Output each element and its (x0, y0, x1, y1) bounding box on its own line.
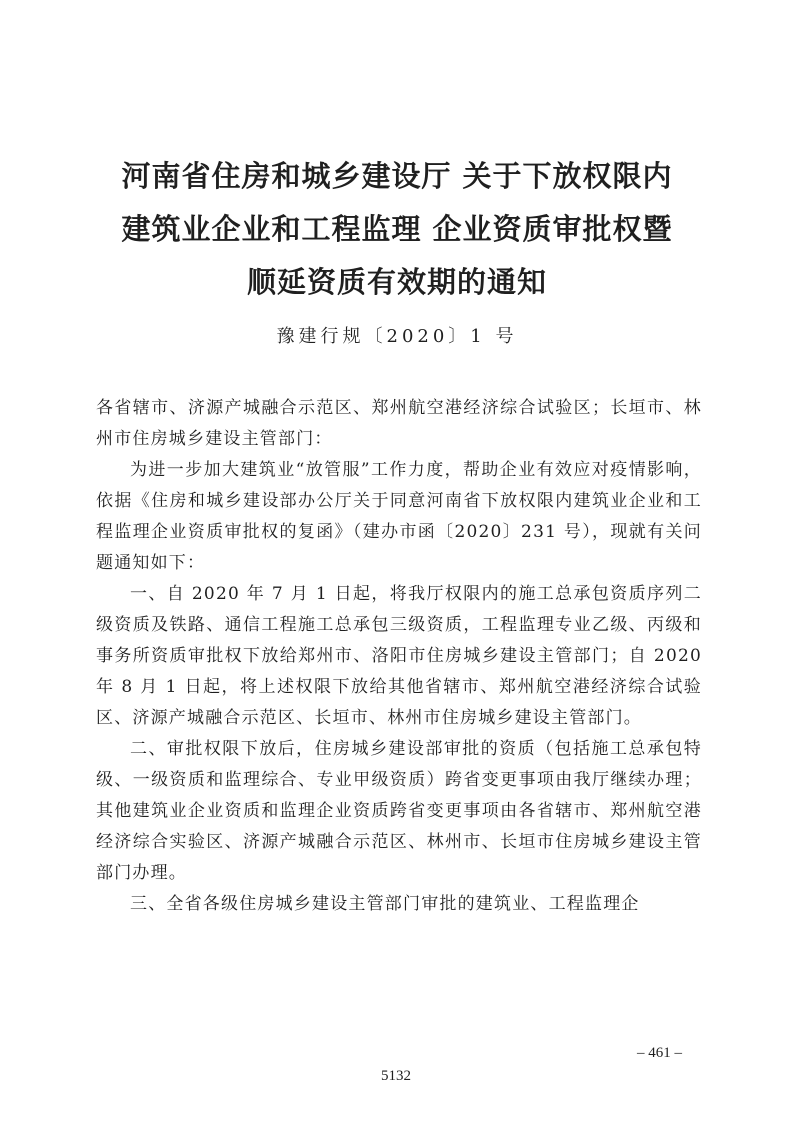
body-paragraph-3: 三、全省各级住房城乡建设主管部门审批的建筑业、工程监理企 (130, 894, 640, 914)
body-paragraph-2: 二、审批权限下放后，住房城乡建设部审批的资质（包括施工总承包特级、一级资质和监理综合、专业甲级资质）跨省变更事项由我厅继续办理；其他建筑业企业资质和监理企业资质跨省变更事项由各省辖市、郑州航空港经济综合实验区、济源产城融合示范区、林州市、长垣市住房城乡建设主管部门办理。 (96, 739, 702, 883)
page-number: – 461 – (637, 1045, 682, 1061)
title-line-1: 河南省住房和城乡建设厅 关于下放权限内 (121, 159, 673, 193)
document-title (0, 150, 794, 309)
recipients-paragraph: 各省辖市、济源产城融合示范区、郑州航空港经济综合试验区；长垣市、林州市住房城乡建设主管部门： (96, 398, 702, 449)
body-paragraph-intro: 为进一步加大建筑业“放管服”工作力度，帮助企业有效应对疫情影响，依据《住房和城乡建设部办公厅关于同意河南省下放权限内建筑业企业和工程监理企业资质审批权的复函》（建办市函〔2020〕231 号），现就有关问题通知如下： (96, 460, 702, 573)
document-body (96, 393, 702, 920)
title-line-3: 顺延资质有效期的通知 (246, 265, 547, 299)
body-paragraph-1: 一、自 2020 年 7 月 1 日起，将我厅权限内的施工总承包资质序列二级资质及铁路、通信工程施工总承包三级资质，工程监理专业乙级、丙级和事务所资质审批权下放给郑州市、洛阳市住房城乡建设主管部门；自 2020 年 8 月 1 日起，将上述权限下放给其他省辖市、郑州航空港经济综合试验区、济源产城融合示范区、长垣市、林州市住房城乡建设主管部门。 (96, 584, 702, 728)
title-line-2: 建筑业企业和工程监理 企业资质审批权暨 (121, 212, 673, 246)
document-number: 豫建行规〔2020〕1 号 (276, 326, 518, 347)
footer-code: 5132 (381, 1068, 411, 1084)
